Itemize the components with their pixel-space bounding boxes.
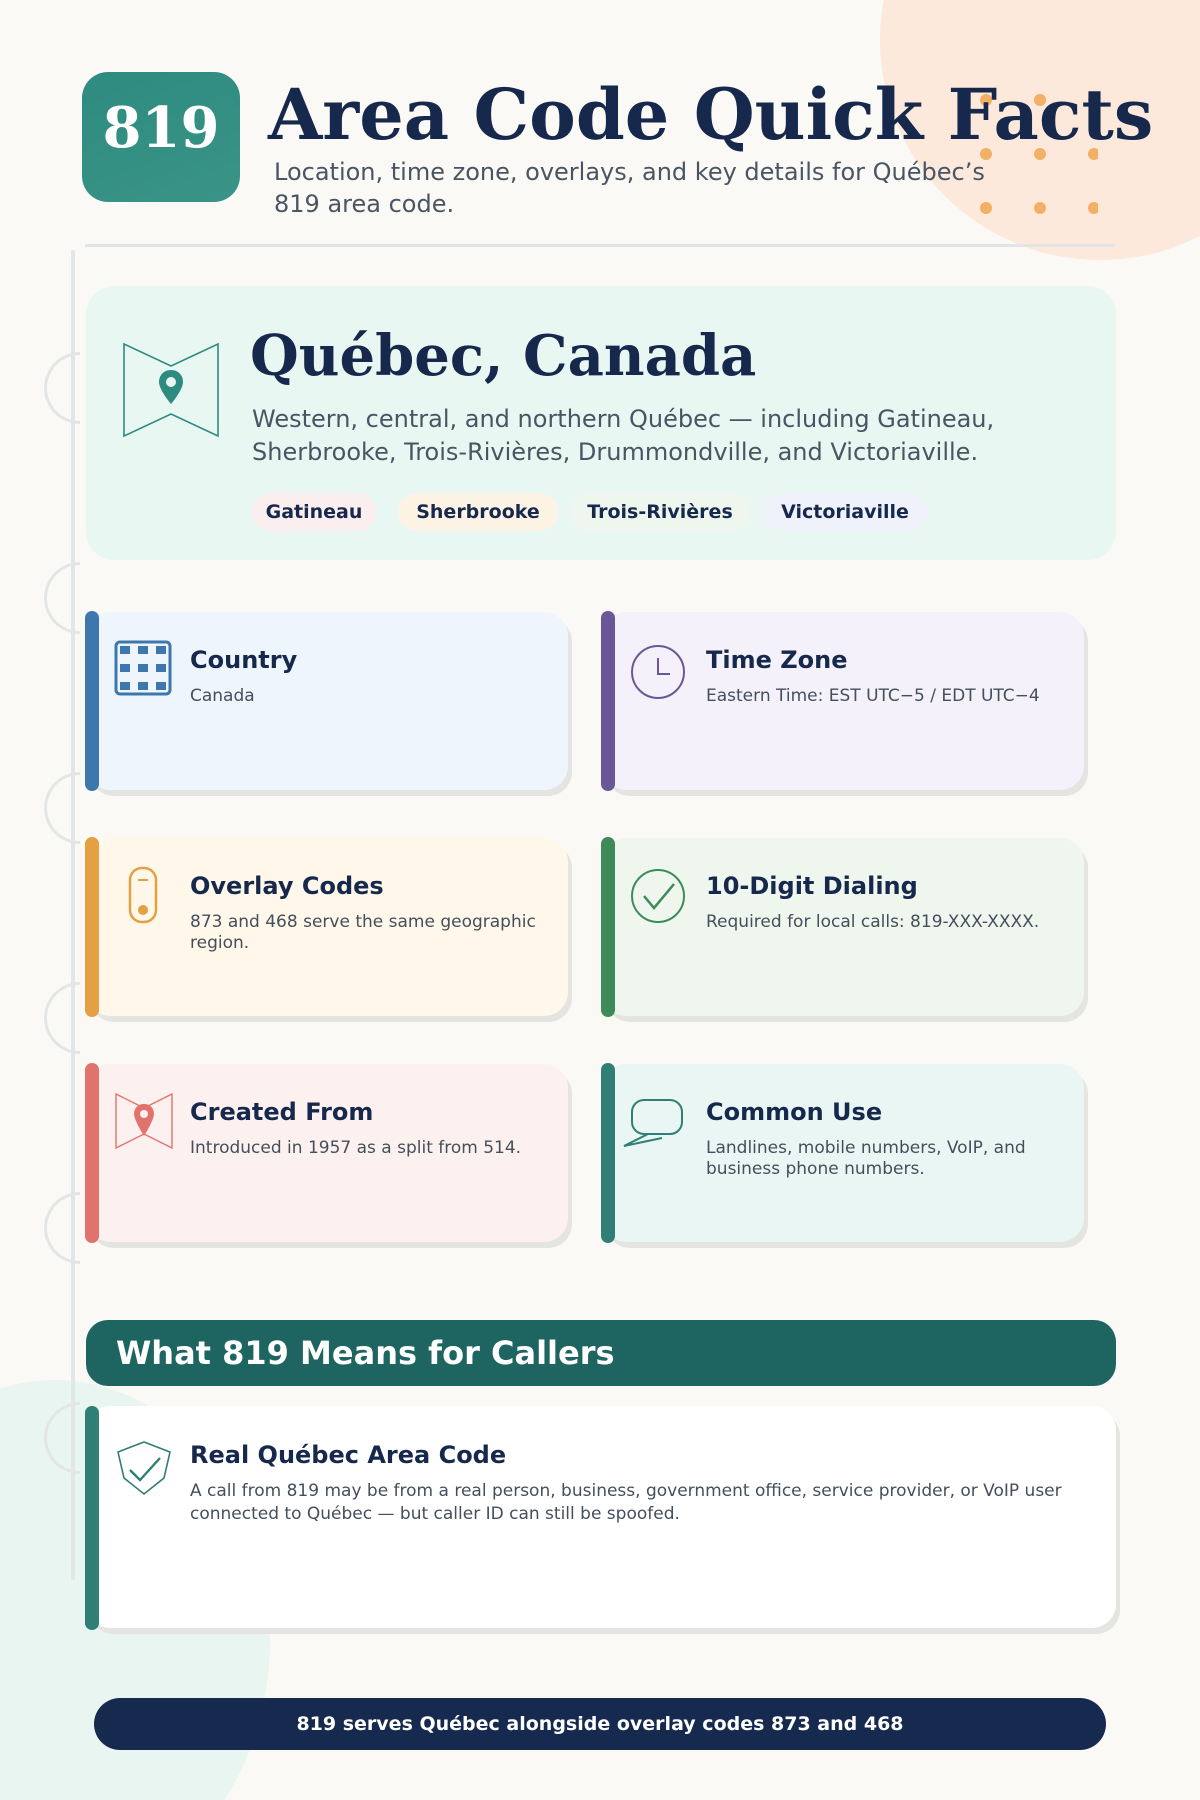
fact-card-text: Required for local calls: 819-XXX-XXXX. (706, 912, 1040, 932)
city-chip: Victoriaville (762, 493, 928, 531)
fact-card-accent (85, 1063, 99, 1243)
fact-card-text: Landlines, mobile numbers, VoIP, and business phone numbers. (706, 1138, 1026, 1179)
map-pin-icon (112, 1090, 176, 1154)
fact-card-title: 10-Digit Dialing (706, 872, 918, 900)
fact-card-accent (601, 1063, 615, 1243)
page-subtitle: Location, time zone, overlays, and key details for Québec’s 819 area code. (274, 158, 985, 218)
location-title: Québec, Canada (250, 323, 757, 389)
timeline-notch (44, 562, 80, 634)
timeline-notch (44, 352, 80, 424)
fact-card-accent (85, 611, 99, 791)
phone-icon (112, 864, 176, 928)
fact-card-title: Common Use (706, 1098, 883, 1126)
location-description: Western, central, and northern Québec — including Gatineau, Sherbrooke, Trois-Rivières, Drummondville, and Victoriaville. (252, 405, 995, 466)
timeline-line (71, 250, 75, 1580)
area-code-badge: 819 (82, 72, 240, 202)
fact-card-title: Time Zone (706, 646, 848, 674)
header-divider (85, 244, 1115, 247)
fact-card-accent (601, 611, 615, 791)
city-chip: Sherbrooke (398, 493, 558, 531)
check-circle-icon (626, 864, 690, 928)
fact-card-title: Created From (190, 1098, 374, 1126)
timeline-notch (44, 1192, 80, 1264)
callers-info-accent (85, 1406, 99, 1630)
fact-card-accent (85, 837, 99, 1017)
clock-icon (626, 640, 690, 704)
fact-card-text: 873 and 468 serve the same geographic region. (190, 912, 536, 953)
fact-card-text: Canada (190, 686, 255, 706)
page-title: Area Code Quick Facts (268, 73, 1154, 156)
map-pin-icon (122, 340, 220, 440)
footer-banner: 819 serves Québec alongside overlay codes 873 and 468 (94, 1698, 1106, 1750)
chat-bubble-icon (622, 1094, 686, 1158)
city-chip: Trois-Rivières (570, 493, 750, 531)
fact-card-title: Country (190, 646, 298, 674)
timeline-notch (44, 772, 80, 844)
timeline-notch (44, 982, 80, 1054)
flag-icon (112, 636, 176, 700)
callers-card-text: A call from 819 may be from a real person, business, government office, service provider, or VoIP user connected to Québec — but caller ID can still be spoofed. (190, 1481, 1062, 1524)
fact-card-accent (601, 837, 615, 1017)
fact-card-text: Eastern Time: EST UTC−5 / EDT UTC−4 (706, 686, 1040, 706)
callers-card-title: Real Québec Area Code (190, 1441, 507, 1469)
shield-check-icon (114, 1438, 174, 1498)
city-chip: Gatineau (252, 493, 376, 531)
fact-card-text: Introduced in 1957 as a split from 514. (190, 1138, 522, 1158)
fact-card-title: Overlay Codes (190, 872, 384, 900)
callers-section-heading: What 819 Means for Callers (86, 1320, 1116, 1386)
